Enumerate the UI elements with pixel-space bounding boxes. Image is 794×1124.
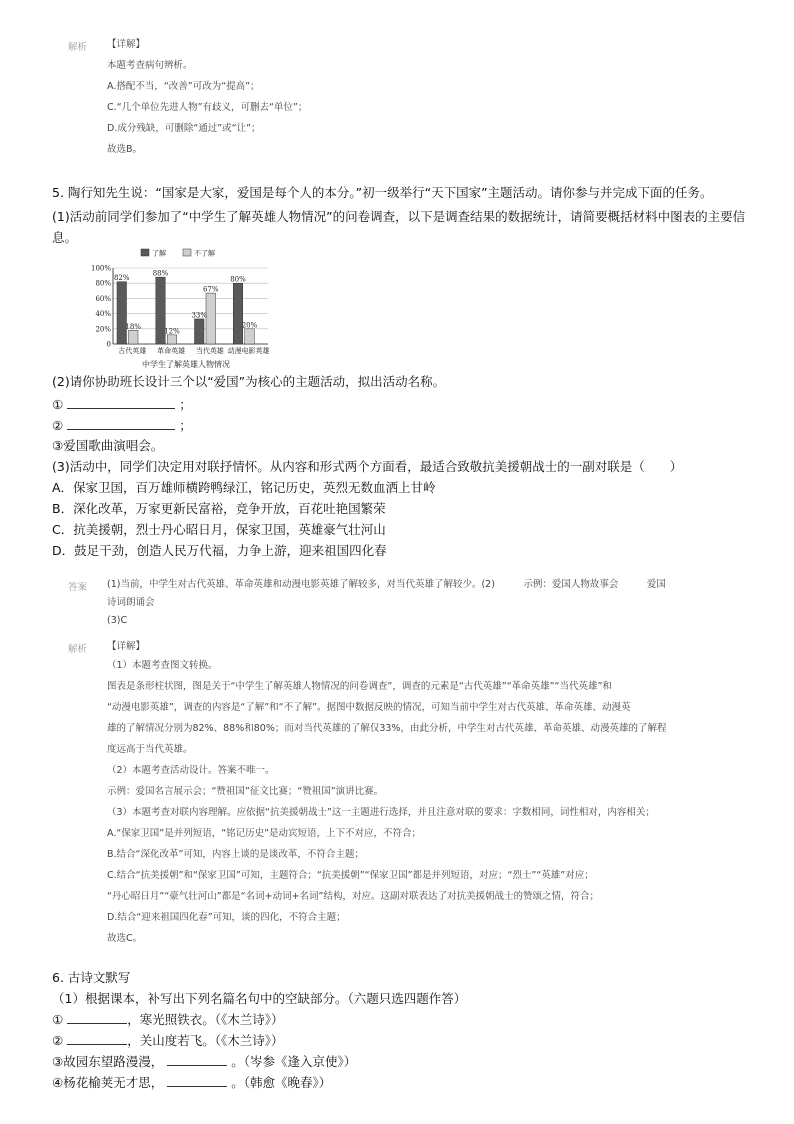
explain-line: “动漫电影英雄”，调查的内容是“了解”和“不了解”。据图中数据反映的情况，可知当前中学生对古代英雄、革命英雄、动漫英	[107, 702, 631, 713]
hero-survey-chart	[86, 246, 282, 372]
explain-line: B.结合“深化改革”可知，内容上谈的是谈改革，不符合主题；	[107, 849, 364, 860]
explain-line: D.结合“迎来祖国四化春”可知，谈的四化，不符合主题；	[107, 912, 346, 923]
explain-line: 雄的了解情况分别为82%、88%和80%；而对当代英雄的了解仅33%，由此分析，中学生对古代英雄、革命英雄、动漫英雄的了解程	[107, 723, 667, 734]
poem-line-3	[52, 1051, 356, 1072]
question-5-part2: (2)请你协助班长设计三个以“爱国”为核心的主题活动，拟出活动名称。	[52, 374, 446, 389]
data-label: 12%	[164, 327, 180, 336]
item-suffix: ；	[179, 397, 192, 412]
bar	[167, 335, 177, 344]
y-tick-label: 40%	[95, 310, 111, 319]
y-tick-label: 80%	[95, 279, 111, 288]
bar	[117, 282, 127, 344]
chart-title: 中学生了解英雄人物情况	[142, 360, 230, 369]
answer-line-3: ③爱国歌曲演唱会。	[52, 438, 164, 453]
y-tick-label: 60%	[95, 294, 111, 303]
poem-prefix: ③故园东望路漫漫，	[52, 1054, 164, 1069]
bar	[245, 329, 255, 344]
bar	[233, 283, 243, 344]
poem-prefix: ④杨花榆荚无才思，	[52, 1075, 164, 1090]
data-label: 82%	[113, 274, 130, 283]
explain-label: 解析	[68, 644, 88, 655]
bar	[206, 293, 216, 344]
answer-line-2	[52, 415, 192, 436]
explain-line: A.搭配不当，“改善”可改为“提高”；	[107, 81, 260, 92]
explain-tag: 【详解】	[107, 641, 146, 652]
explain-line: D.成分残缺，可删除“通过”或“让”；	[107, 123, 261, 134]
x-tick-label: 动漫电影英雄	[227, 347, 270, 355]
x-tick-label: 古代英雄	[118, 347, 147, 355]
question-5-part1-cont: 息。	[52, 230, 78, 245]
explain-label: 解析	[68, 42, 88, 53]
option-b[interactable]: B．深化改革，万家更新民富裕，竞争开放，百花吐艳国繁荣	[52, 501, 386, 516]
explain-line: 度远高于当代英雄。	[107, 744, 193, 755]
y-tick-label: 20%	[95, 325, 111, 334]
legend-swatch	[183, 249, 191, 256]
explain-line: 示例：爱国名言展示会；“赞祖国”征文比赛；“赞祖国”演讲比赛。	[107, 786, 384, 797]
fill-blank[interactable]	[67, 417, 175, 430]
option-d[interactable]: D．鼓足干劲，创造人民万代福，力争上游，迎来祖国四化春	[52, 543, 387, 558]
x-tick-label: 当代英雄	[195, 347, 224, 355]
poem-suffix: 。（韩愈《晚春》）	[231, 1075, 332, 1090]
poem-line-1	[52, 1009, 283, 1030]
y-tick-label: 0	[106, 340, 111, 349]
data-label: 67%	[202, 285, 219, 294]
question-6-sub: （1）根据课本，补写出下列名篇名句中的空缺部分。（六题只选四题作答）	[52, 991, 467, 1006]
fill-blank[interactable]	[167, 1074, 227, 1087]
data-label: 88%	[152, 269, 169, 278]
option-a[interactable]: A．保家卫国，百万雄师横跨鸭绿江，铭记历史，英烈无数血洒上甘岭	[52, 480, 436, 495]
poem-line-2	[52, 1030, 283, 1051]
fill-blank[interactable]	[67, 396, 175, 409]
option-c[interactable]: C．抗美援朝，烈士丹心昭日月，保家卫国，英雄豪气壮河山	[52, 522, 386, 537]
explain-tag: 【详解】	[107, 39, 146, 50]
bar	[195, 319, 205, 344]
explain-line: A.“保家卫国”是并列短语，“铭记历史”是动宾短语，上下不对应，不符合；	[107, 828, 422, 839]
question-6-title: 6. 古诗文默写	[52, 970, 131, 985]
legend-label: 不了解	[194, 249, 215, 258]
explain-line: “丹心昭日月”“豪气壮河山”都是“名词+动词+名词”结构，对应。这副对联表达了对抗美援朝战士的赞颂之情，符合；	[107, 891, 599, 902]
fill-blank[interactable]	[67, 1032, 127, 1045]
explain-line: 故选C。	[107, 933, 143, 944]
bar	[129, 330, 139, 344]
item-number: ①	[52, 397, 64, 412]
data-label: 80%	[230, 275, 246, 284]
answer-label: 答案	[68, 582, 88, 593]
fill-blank[interactable]	[167, 1053, 227, 1066]
question-5-part3: (3)活动中，同学们决定用对联抒情怀。从内容和形式两个方面看，最适合致敬抗美援朝战士的一副对联是（ ）	[52, 459, 683, 474]
y-tick-label: 100%	[90, 264, 111, 273]
data-label: 18%	[125, 322, 142, 331]
answer-line-1	[52, 394, 192, 415]
item-number: ②	[52, 1033, 64, 1048]
item-suffix: ；	[179, 418, 192, 433]
item-number: ②	[52, 418, 64, 433]
item-number: ①	[52, 1012, 64, 1027]
answer-line: (3)C	[107, 615, 128, 626]
answer-line: (1)当前，中学生对古代英雄、革命英雄和动漫电影英雄了解较多，对当代英雄了解较少。(2) 示例：爱国人物故事会 爱国	[107, 579, 666, 590]
answer-line: 诗词朗诵会	[107, 597, 155, 608]
explain-line: 本题考查病句辨析。	[107, 60, 193, 71]
legend-swatch	[141, 249, 149, 256]
poem-line-4	[52, 1072, 331, 1093]
x-tick-label: 革命英雄	[157, 347, 186, 355]
explain-line: （1）本题考查图文转换。	[107, 660, 218, 671]
legend-label: 了解	[152, 249, 166, 258]
fill-blank[interactable]	[67, 1011, 127, 1024]
explain-line: C.“几个单位先进人物”有歧义，可删去“单位”；	[107, 102, 308, 113]
question-5-title: 5. 陶行知先生说：“国家是大家，爱国是每个人的本分。”初一级举行“天下国家”主题活动。请你参与并完成下面的任务。	[52, 185, 713, 200]
data-label: 20%	[241, 321, 258, 330]
explain-line: C.结合“抗美援朝”和“保家卫国”可知，主题符合；“抗美援朝”“保家卫国”都是并列短语，对应；“烈士”“英雄”对应；	[107, 870, 594, 881]
poem-suffix: ，寒光照铁衣。（《木兰诗》）	[127, 1012, 284, 1027]
explain-line: （3）本题考查对联内容理解。应依据“抗美援朝战士”这一主题进行选择，并且注意对联的要求：字数相同，词性相对，内容相关；	[107, 807, 655, 818]
poem-suffix: 。（岑参《逢入京使》）	[231, 1054, 357, 1069]
explain-line: （2）本题考查活动设计。答案不唯一。	[107, 765, 275, 776]
question-5-part1: (1)活动前同学们参加了“中学生了解英雄人物情况”的问卷调查，以下是调查结果的数据统计，请简要概括材料中图表的主要信	[52, 209, 746, 224]
data-label: 33%	[191, 311, 208, 320]
explain-line: 图表是条形柱状图，图是关于“中学生了解英雄人物情况的问卷调查”，调查的元素是“古代英雄”“革命英雄”“当代英雄”和	[107, 681, 612, 692]
poem-suffix: ，关山度若飞。（《木兰诗》）	[127, 1033, 284, 1048]
explain-line: 故选B。	[107, 144, 143, 155]
